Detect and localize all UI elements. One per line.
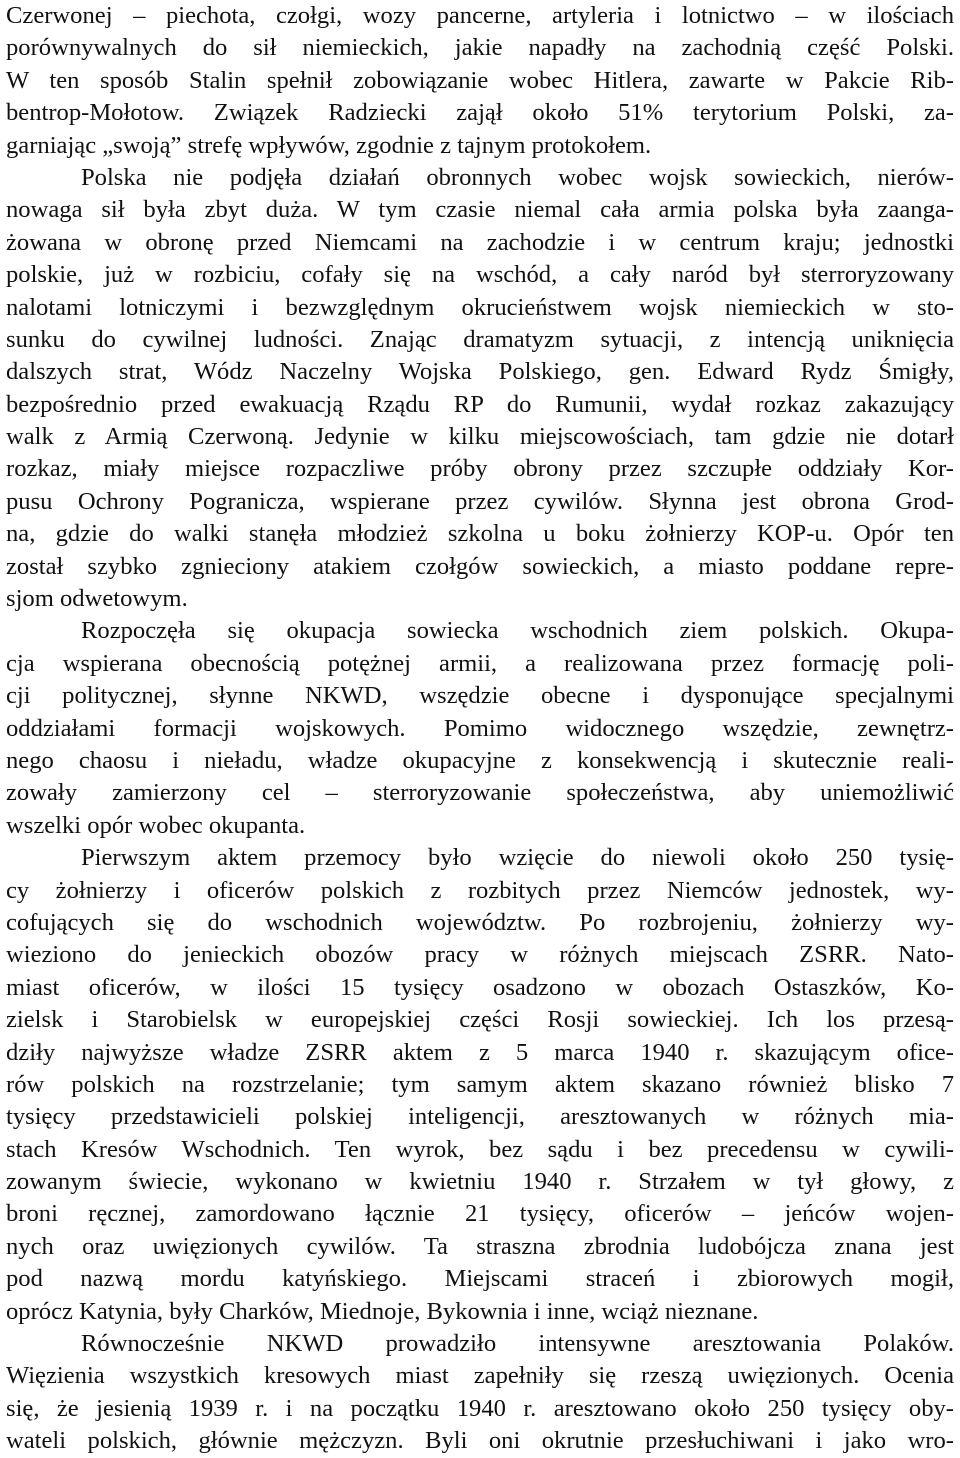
- text-line: Więzienia wszystkich kresowych miast zapełniły się rzeszą uwięzionych. Ocenia: [6, 1362, 954, 1390]
- text-line: W ten sposób Stalin spełnił zobowiązanie wobec Hitlera, zawarte w Pakcie Rib-: [6, 66, 954, 94]
- text-line: wieziono do jenieckich obozów pracy w różnych miejscach ZSRR. Nato-: [6, 941, 954, 969]
- text-line: porównywalnych do sił niemieckich, jakie napadły na zachodnią część Polski.: [6, 34, 954, 62]
- text-line: dalszych strat, Wódz Naczelny Wojska Polskiego, gen. Edward Rydz Śmigły,: [6, 358, 954, 386]
- text-line: broni ręcznej, zamordowano łącznie 21 tysięcy, oficerów – jeńców wojen-: [6, 1200, 954, 1228]
- text-line: został szybko zgnieciony atakiem czołgów sowieckich, a miasto poddane repre-: [6, 552, 954, 580]
- text-line: dziły najwyższe władze ZSRR aktem z 5 marca 1940 r. skazującym ofice-: [6, 1038, 954, 1066]
- text-line: Równocześnie NKWD prowadziło intensywne aresztowania Polaków.: [81, 1330, 954, 1358]
- text-line: nalotami lotniczymi i bezwzględnym okrucieństwem wojsk niemieckich w sto-: [6, 293, 954, 321]
- text-line: żowana w obronę przed Niemcami na zachodzie i w centrum kraju; jednostki: [6, 228, 954, 256]
- paragraph-3: [6, 842, 954, 1328]
- text-line: nego chaosu i nieładu, władze okupacyjne z konsekwencją i skutecznie reali-: [6, 746, 954, 774]
- text-line: tysięcy przedstawicieli polskiej inteligencji, aresztowanych w różnych mia-: [6, 1103, 954, 1131]
- text-line: rów polskich na rozstrzelanie; tym samym aktem skazano również blisko 7: [6, 1070, 954, 1098]
- text-line: sunku do cywilnej ludności. Znając dramatyzm sytuacji, z intencją uniknięcia: [6, 325, 954, 353]
- paragraph-1: [6, 0, 954, 615]
- text-line: zowanym świecie, wykonano w kwietniu 1940 r. Strzałem w tył głowy, z: [6, 1168, 954, 1196]
- document-page: [6, 0, 954, 1458]
- text-line: się, że jesienią 1939 r. i na początku 1940 r. aresztowano około 250 tysięcy oby-: [6, 1394, 954, 1422]
- text-line: wateli polskich, głównie mężczyzn. Byli oni okrutnie przesłuchiwani i jako wro-: [6, 1427, 954, 1455]
- text-line: bezpośrednio przed ewakuacją Rządu RP do Rumunii, wydał rozkaz zakazujący: [6, 390, 954, 418]
- text-line: polskie, już w rozbiciu, cofały się na wschód, a cały naród był sterroryzowany: [6, 261, 954, 289]
- text-line: na, gdzie do walki stanęła młodzież szkolna u boku żołnierzy KOP-u. Opór ten: [6, 520, 954, 548]
- paragraph-2: [6, 615, 954, 842]
- text-line: Czerwonej – piechota, czołgi, wozy pancerne, artyleria i lotnictwo – w ilościach: [6, 2, 954, 29]
- text-line: pod nazwą mordu katyńskiego. Miejscami straceń i zbiorowych mogił,: [6, 1265, 954, 1293]
- text-line: walk z Armią Czerwoną. Jedynie w kilku miejscowościach, tam gdzie nie dotarł: [6, 423, 954, 451]
- text-line: pusu Ochrony Pogranicza, wspierane przez cywilów. Słynna jest obrona Grod-: [6, 487, 954, 515]
- text-line: stach Kresów Wschodnich. Ten wyrok, bez sądu i bez precedensu w cywili-: [6, 1135, 954, 1163]
- text-line: nych oraz uwięzionych cywilów. Ta straszna zbrodnia ludobójcza znana jest: [6, 1232, 954, 1260]
- paragraph-4: [6, 1328, 954, 1458]
- text-line: sjom odwetowym.: [6, 585, 188, 613]
- text-line: Rozpoczęła się okupacja sowiecka wschodnich ziem polskich. Okupa-: [81, 617, 954, 645]
- text-line: rozkaz, miały miejsce rozpaczliwe próby obrony przez szczupłe oddziały Kor-: [6, 455, 954, 483]
- text-line: oprócz Katynia, były Charków, Miednoje, Bykownia i inne, wciąż nieznane.: [6, 1297, 759, 1325]
- text-line: oddziałami formacji wojskowych. Pomimo widocznego wszędzie, zewnętrz-: [6, 714, 954, 742]
- text-line: cy żołnierzy i oficerów polskich z rozbitych przez Niemców jednostek, wy-: [6, 876, 954, 904]
- text-line: bentrop-Mołotow. Związek Radziecki zajął około 51% terytorium Polski, za-: [6, 99, 954, 127]
- text-line: zowały zamierzony cel – sterroryzowanie społeczeństwa, aby uniemożliwić: [6, 779, 954, 807]
- text-line: wszelki opór wobec okupanta.: [6, 811, 306, 839]
- text-line: cja wspierana obecnością potężnej armii, a realizowana przez formację poli-: [6, 649, 954, 677]
- text-line: nowaga sił była zbyt duża. W tym czasie niemal cała armia polska była zaanga-: [6, 196, 954, 224]
- text-line: Pierwszym aktem przemocy było wzięcie do niewoli około 250 tysię-: [81, 844, 954, 872]
- text-line: zielsk i Starobielsk w europejskiej części Rosji sowieckiej. Ich los przesą-: [6, 1006, 954, 1034]
- text-line: garniając „swoją” strefę wpływów, zgodnie z tajnym protokołem.: [6, 131, 652, 159]
- text-line: miast oficerów, w ilości 15 tysięcy osadzono w obozach Ostaszków, Ko-: [6, 973, 954, 1001]
- text-line: Polska nie podjęła działań obronnych wobec wojsk sowieckich, nierów-: [81, 163, 954, 191]
- text-line: cofujących się do wschodnich województw. Po rozbrojeniu, żołnierzy wy-: [6, 908, 954, 936]
- text-line: cji politycznej, słynne NKWD, wszędzie obecne i dysponujące specjalnymi: [6, 682, 954, 710]
